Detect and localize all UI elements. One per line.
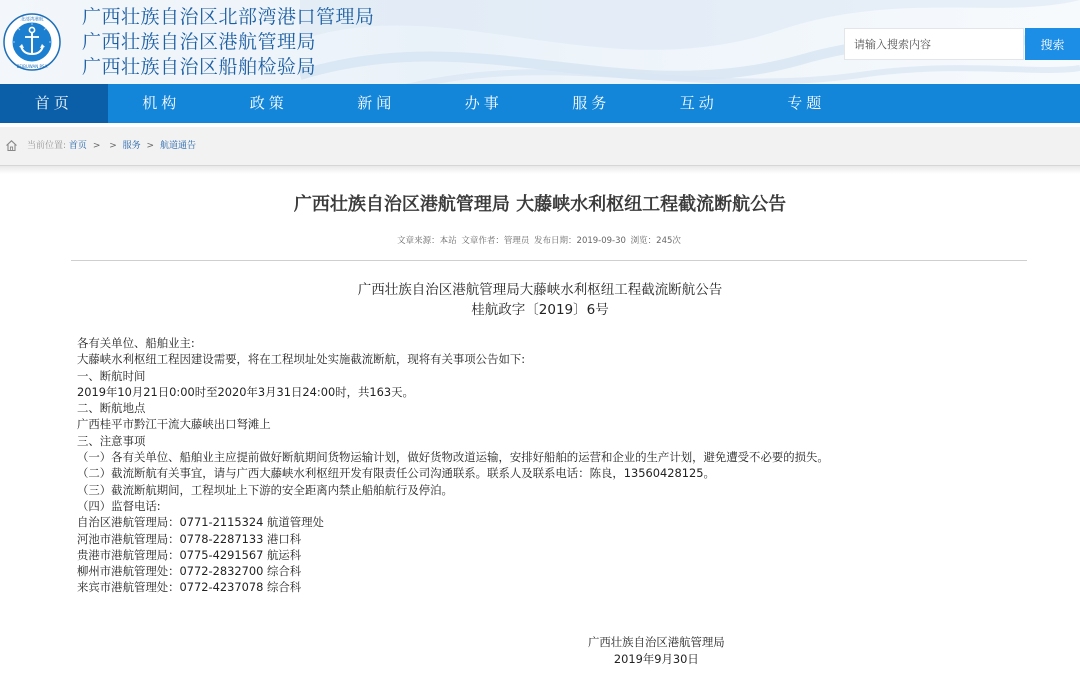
body-line: 各有关单位、船舶业主: — [77, 336, 195, 350]
article-body — [77, 335, 1027, 596]
nav-item-services[interactable]: 服务 — [572, 94, 611, 112]
body-line: （四）监督电话: — [77, 498, 161, 513]
body-line: 贵港市港航管理局：0775-4291567 航运科 — [77, 547, 302, 562]
body-line: 自治区港航管理局：0771-2115324 航道管理处 — [77, 515, 324, 530]
anchor-logo-icon — [3, 13, 61, 71]
search-input[interactable] — [844, 28, 1024, 60]
article-source: 文章来源：本站 — [397, 236, 457, 246]
document-number: 桂航政字〔2019〕6号 — [471, 302, 609, 318]
site-header — [0, 0, 1080, 84]
nav-item-services-office[interactable]: 办事 — [464, 94, 503, 112]
breadcrumb-prefix: 当前位置: — [27, 141, 67, 151]
body-line: 三、注意事项 — [77, 433, 146, 448]
signature-date: 2019年9月30日 — [613, 652, 699, 666]
svg-text:北部湾港航: 北部湾港航 — [20, 17, 44, 23]
body-line: 来宾市港航管理处：0772-4237078 综合科 — [77, 580, 302, 595]
search-button[interactable]: 搜索 — [1025, 28, 1080, 60]
breadcrumb-home[interactable]: 首页 — [68, 141, 87, 151]
body-line: 柳州市港航管理处：0772-2832700 综合科 — [77, 564, 302, 579]
svg-text:BEIBUWAN PSA: BEIBUWAN PSA — [16, 64, 48, 69]
body-line: 一、断航时间 — [77, 368, 146, 383]
breadcrumb-separator: > — [92, 141, 101, 151]
nav-item-interaction[interactable]: 互动 — [679, 94, 718, 112]
breadcrumb — [0, 127, 1080, 166]
article-divider — [71, 260, 1027, 261]
breadcrumb-trail — [27, 127, 196, 165]
breadcrumb-channel-notice[interactable]: 航道通告 — [159, 141, 196, 151]
signature-block — [588, 634, 725, 668]
article-title: 广西壮族自治区港航管理局 大藤峡水利枢纽工程截流断航公告 — [293, 194, 787, 215]
breadcrumb-services[interactable]: 服务 — [122, 141, 141, 151]
body-line: 大藤峡水利枢纽工程因建设需要，将在工程坝址处实施截流断航，现将有关事项公告如下: — [77, 352, 526, 367]
home-icon — [5, 139, 18, 152]
content-top-shadow — [0, 166, 1080, 174]
article-views: 浏览：245次 — [630, 236, 681, 246]
nav-item-organization[interactable]: 机构 — [142, 94, 181, 112]
org-name-block — [82, 5, 375, 80]
breadcrumb-separator: > — [109, 141, 117, 151]
article-date: 发布日期：2019-09-30 — [534, 236, 626, 246]
body-line: （三）截流断航期间，工程坝址上下游的安全距离内禁止船舶航行及停泊。 — [77, 482, 453, 497]
body-line: 2019年10月21日0:00时至2020年3月31日24:00时，共163天。 — [77, 384, 414, 399]
org-name-2: 广西壮族自治区港航管理局 — [82, 31, 317, 53]
nav-item-news[interactable]: 新闻 — [357, 94, 396, 112]
document-title: 广西壮族自治区港航管理局大藤峡水利枢纽工程截流断航公告 — [357, 282, 723, 298]
org-name-3: 广西壮族自治区船舶检验局 — [82, 56, 317, 78]
body-line: 二、断航地点 — [77, 401, 146, 416]
body-line: （一）各有关单位、船舶业主应提前做好断航期间货物运输计划，做好货物改道运输，安排好船舶的运营和企业的生产计划，避免遭受不必要的损失。 — [77, 450, 829, 465]
nav-item-policy[interactable]: 政策 — [249, 94, 288, 112]
body-line: 广西桂平市黔江干流大藤峡出口弩滩上 — [77, 417, 271, 432]
body-line: 河池市港航管理局：0778-2287133 港口科 — [77, 531, 302, 546]
site-logo[interactable] — [3, 13, 61, 71]
nav-item-home[interactable]: 首页 — [0, 84, 108, 123]
article-author: 文章作者：管理员 — [461, 236, 530, 246]
nav-item-topics[interactable]: 专题 — [787, 94, 826, 112]
org-name-1: 广西壮族自治区北部湾港口管理局 — [82, 6, 375, 28]
article-meta — [0, 234, 1080, 246]
breadcrumb-separator: > — [146, 141, 155, 151]
signature-org: 广西壮族自治区港航管理局 — [588, 635, 725, 649]
main-nav — [0, 84, 1080, 123]
body-line: （二）截流断航有关事宜，请与广西大藤峡水利枢纽开发有限责任公司沟通联系。联系人及联系电话：陈良，13560428125。 — [77, 466, 715, 481]
document-heading — [0, 280, 1080, 320]
